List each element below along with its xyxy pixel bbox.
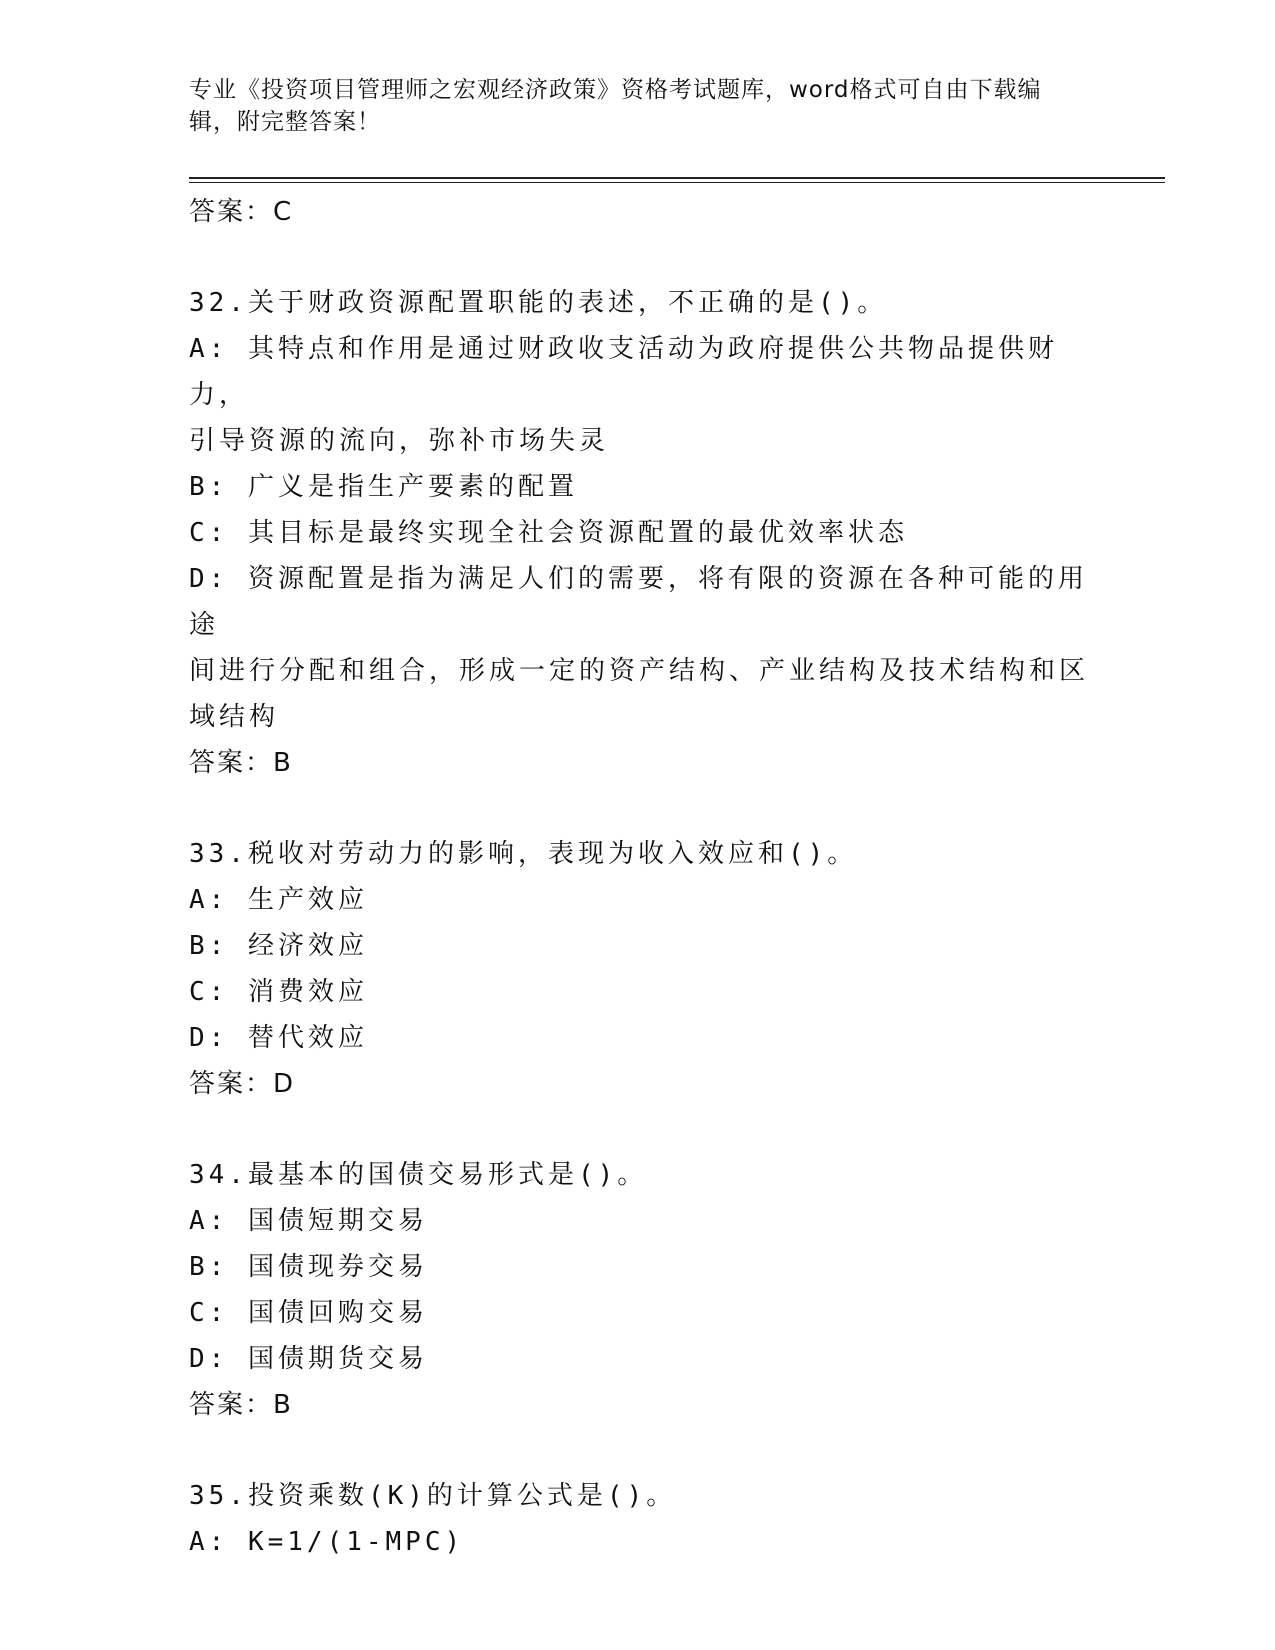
question-block	[189, 1473, 1089, 1565]
option-line: C: 消费效应	[189, 977, 368, 1007]
question-stem: 33.税收对劳动力的影响，表现为收入效应和()。	[189, 839, 858, 869]
question-stem: 34.最基本的国债交易形式是()。	[189, 1160, 648, 1190]
option-line: B: 经济效应	[189, 931, 368, 961]
option-line: 间进行分配和组合，形成一定的资产结构、产业结构及技术结构和区	[189, 656, 1090, 686]
question-stem: 32.关于财政资源配置职能的表述，不正确的是()。	[189, 288, 888, 318]
option-line: D: 资源配置是指为满足人们的需要，将有限的资源在各种可能的用途	[189, 564, 1088, 640]
option-line: C: 其目标是最终实现全社会资源配置的最优效率状态	[189, 518, 908, 548]
header-divider	[189, 177, 1165, 179]
question-block	[189, 1152, 1089, 1428]
option-line: 域结构	[189, 702, 280, 732]
option-line: A: 国债短期交易	[189, 1206, 428, 1236]
question-list	[189, 189, 1089, 1565]
question-block	[189, 280, 1089, 786]
question-stem: 35.投资乘数(K)的计算公式是()。	[189, 1481, 677, 1511]
header-line: 专业《投资项目管理师之宏观经济政策》资格考试题库，word格式可自由下载编	[189, 77, 1042, 103]
option-line: D: 国债期货交易	[189, 1344, 428, 1374]
document-header	[189, 74, 1069, 138]
header-divider	[189, 182, 1165, 183]
option-line: 引导资源的流向，弥补市场失灵	[189, 426, 610, 456]
answer-line: 答案：C	[189, 197, 294, 227]
answer-line: 答案：D	[189, 1069, 296, 1099]
answer-line: 答案：B	[189, 748, 293, 778]
option-line: B: 国债现券交易	[189, 1252, 428, 1282]
option-line: B: 广义是指生产要素的配置	[189, 472, 578, 502]
option-line: A: 其特点和作用是通过财政收支活动为政府提供公共物品提供财力，	[189, 334, 1058, 410]
option-line: D: 替代效应	[189, 1023, 368, 1053]
option-line: A: K=1/(1-MPC)	[189, 1527, 465, 1557]
question-block	[189, 831, 1089, 1107]
option-line: C: 国债回购交易	[189, 1298, 428, 1328]
answer-line: 答案：B	[189, 1390, 293, 1420]
option-line: A: 生产效应	[189, 885, 368, 915]
header-line: 辑，附完整答案！	[189, 109, 381, 135]
